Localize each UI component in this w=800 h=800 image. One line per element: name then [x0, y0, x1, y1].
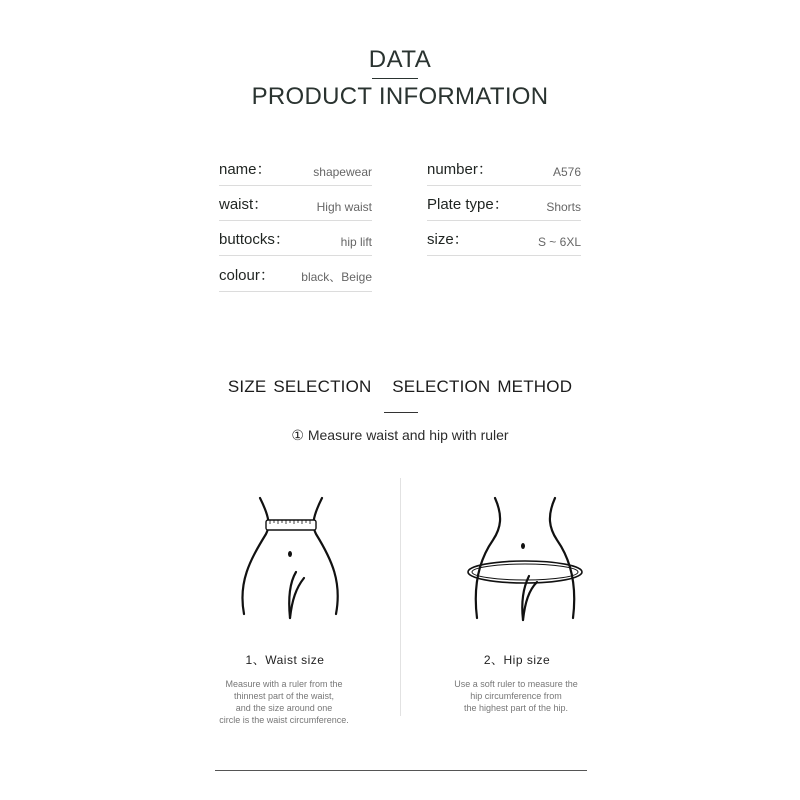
measure-instruction: ① Measure waist and hip with ruler: [291, 427, 509, 443]
section-subtitle: PRODUCT INFORMATION: [251, 83, 549, 110]
spec-row-plate-type: [427, 194, 581, 221]
section-title: DATA: [368, 46, 432, 73]
spec-row-number: [427, 159, 581, 186]
spec-row-buttocks: [219, 229, 372, 256]
spec-label: name：: [219, 161, 272, 178]
spec-value: A576: [552, 165, 581, 179]
spec-value: hip lift: [340, 235, 372, 249]
section-divider: [384, 412, 418, 413]
size-selection-title: SIZE SELECTION SELECTION METHOD: [227, 377, 573, 396]
spec-label: number：: [427, 161, 493, 178]
spec-value: S ~ 6XL: [537, 235, 581, 249]
spec-value: Shorts: [546, 200, 581, 214]
spec-row-size: [427, 229, 581, 256]
spec-label: waist：: [219, 196, 269, 213]
hip-size-caption: 2、Hip size: [483, 653, 551, 667]
spec-label: colour：: [219, 267, 275, 284]
spec-value: black、Beige: [301, 270, 372, 284]
spec-label: Plate type：: [427, 196, 509, 213]
hip-size-description: Use a soft ruler to measure the hip circumference from the highest part of the hip.: [454, 679, 578, 713]
hip-measurement-illustration: [455, 490, 595, 625]
waist-measurement-illustration: [220, 490, 360, 625]
spec-label: buttocks：: [219, 231, 290, 248]
spec-value: High waist: [316, 200, 372, 214]
spec-row-name: [219, 159, 372, 186]
spec-label: size：: [427, 231, 469, 248]
title-divider: [372, 78, 418, 79]
spec-row-waist: [219, 194, 372, 221]
waist-size-caption: 1、Waist size: [245, 653, 325, 667]
bottom-divider: [215, 770, 587, 771]
spec-value: shapewear: [313, 165, 372, 179]
column-divider: [400, 478, 401, 716]
waist-size-description: Measure with a ruler from the thinnest part of the waist, and the size around one circle is the waist circumference.: [219, 679, 349, 725]
spec-row-colour: [219, 265, 372, 292]
